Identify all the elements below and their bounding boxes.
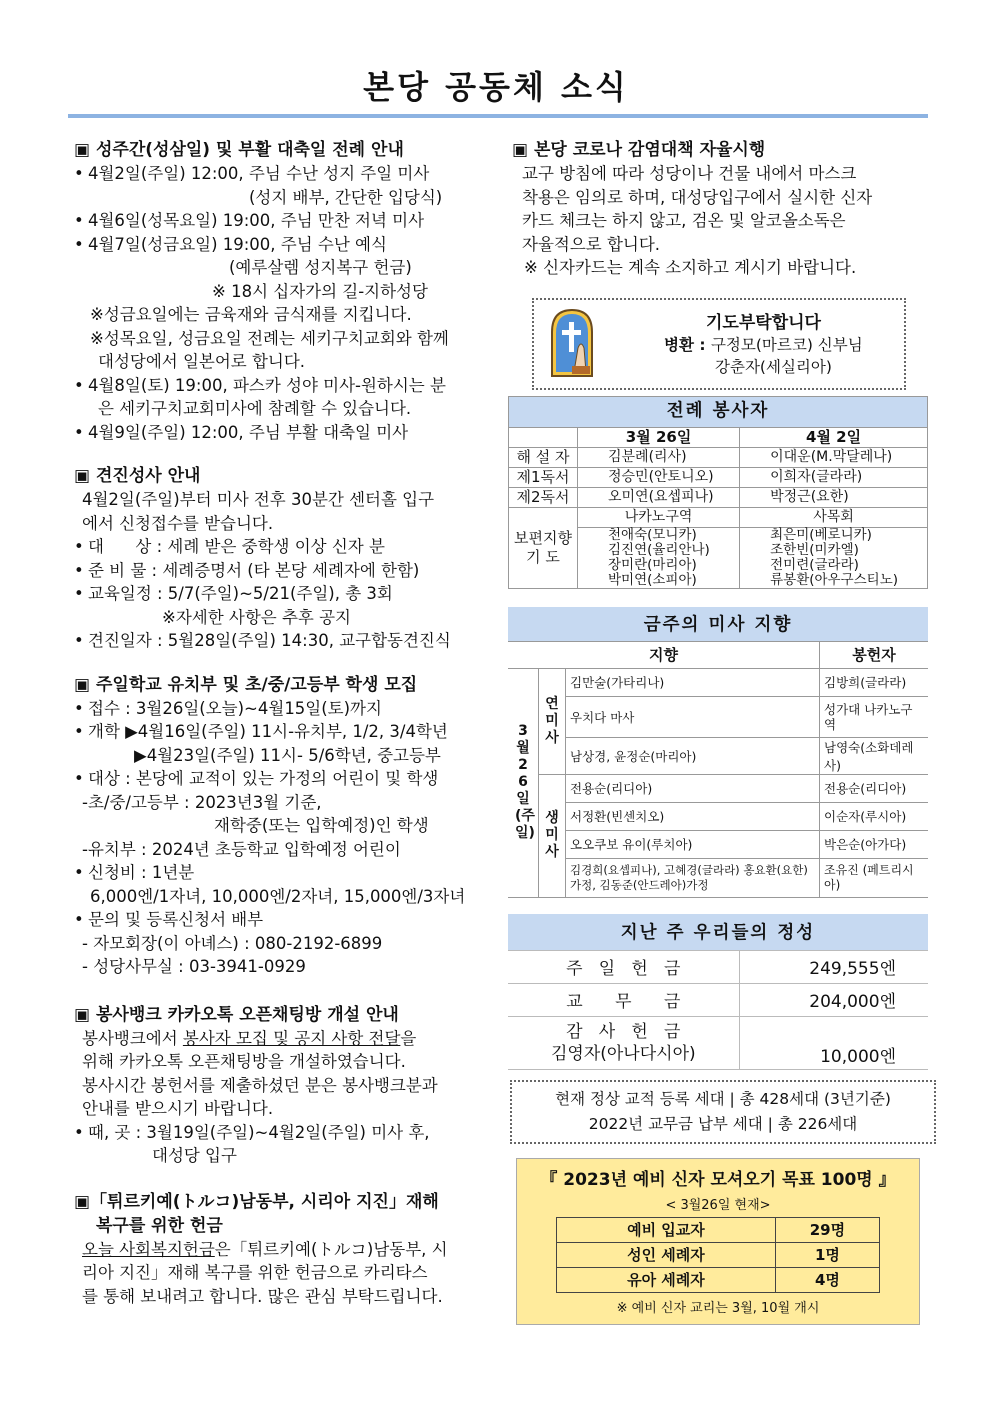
list-item: • 4월2일(주일) 12:00, 주님 수난 성지 주일 미사 <box>74 164 430 183</box>
list-item-cont: -초/중/고등부 : 2023년3월 기준, <box>82 792 322 812</box>
paragraph-line: 봉사뱅크에서 봉사자 모집 및 공지 사항 전달을 <box>82 1028 417 1048</box>
section-heading-cont: 복구를 위한 헌금 <box>96 1215 223 1236</box>
table-row: 남상경, 윤정순(마리아) 남영숙(소화데레사) <box>508 737 928 774</box>
table-row: 해 설 자 김분례(리사) 이대운(M.막달레나) <box>509 447 928 467</box>
table-row: 유아 세례자 4명 <box>557 1267 880 1292</box>
page-title: 본당 공동체 소식 <box>363 68 629 106</box>
confirmation-section <box>74 464 489 653</box>
table-row: 제1독서 정승민(안토니오) 이희자(글라라) <box>509 467 928 487</box>
covid-section <box>508 138 928 280</box>
list-item: • 4월7일(성금요일) 19:00, 주님 수난 예식 <box>74 234 387 254</box>
names-cell: 최은미(베로니카) 조한빈(미카엘) 전미련(글라라) 류봉환(아우구스티노) <box>740 527 928 588</box>
prayer-list: 병환 : 구정모(마르코) 신부님 강춘자(세실리아) <box>664 335 863 376</box>
table-title: 지난 주 우리들의 정성 <box>508 914 928 951</box>
section-heading: ▣ 견진성사 안내 <box>74 466 201 486</box>
holy-week-section <box>74 138 489 444</box>
catechumen-goal-box <box>516 1158 920 1325</box>
group-label: 연미사 <box>539 668 566 774</box>
paragraph-line: 봉사시간 봉헌서를 제출하셨던 분은 봉사뱅크분과 <box>82 1075 438 1095</box>
table-row: 오오쿠보 유이(루치아) 박은순(아가다) <box>508 830 928 858</box>
list-item-cont: -유치부 : 2024년 초등학교 입학예정 어린이 <box>82 839 401 859</box>
goal-note: ※ 예비 신자 교리는 3월, 10월 개시 <box>616 1300 820 1316</box>
list-item: • 접수 : 3월26일(오늘)~4월15일(토)까지 <box>74 698 382 718</box>
paragraph-line: 오늘 사회복지헌금은「튀르키예(トルコ)남동부, 시 <box>82 1239 448 1259</box>
list-item: • 4월6일(성목요일) 19:00, 주님 만찬 저녁 미사 <box>74 211 425 230</box>
offering-table <box>508 914 928 1070</box>
list-item: • 신청비 : 1년분 <box>74 863 195 882</box>
list-item: • 대상 : 본당에 교적이 있는 가정의 어린이 및 학생 <box>74 769 439 788</box>
contact-line: - 자모회장(이 아녜스) : 080-2192-6899 <box>82 933 383 953</box>
names-cell: 천애숙(모니카) 김진연(율리안나) 장미란(마리아) 박미연(소피아) <box>578 527 740 588</box>
section-heading: ▣ 주일학교 유치부 및 초/중/고등부 학생 모집 <box>74 674 418 695</box>
table-row: 제2독서 오미연(요셉피나) 박정근(요한) <box>509 487 928 507</box>
title-divider <box>68 114 928 118</box>
paragraph-line: 교구 방침에 따라 성당이나 건물 내에서 마스크 <box>522 164 857 183</box>
list-item-note: (예루살렘 성지복구 헌금) <box>229 258 412 277</box>
table-row: 우치다 마사 성가대 나카노구역 <box>508 696 928 737</box>
list-item: • 견진일자 : 5월28일(주일) 14:30, 교구합동견진식 <box>74 631 451 650</box>
column-header: 지향 <box>508 641 820 668</box>
section-heading: ▣ 본당 코로나 감염대책 자율시행 <box>512 140 766 160</box>
paragraph-line: 안내를 받으시기 바랍니다. <box>82 1099 274 1118</box>
list-item: • 문의 및 등록신청서 배부 <box>74 910 264 929</box>
volunteer-section <box>74 1003 489 1168</box>
list-item: • 4월9일(주일) 12:00, 주님 부활 대축일 미사 <box>74 422 409 442</box>
sunday-school-section <box>74 673 489 979</box>
notice-line: ※성금요일에는 금육재와 금식재를 지킵니다. <box>90 305 412 324</box>
notice-line: 대성당에서 일본어로 합니다. <box>98 352 306 371</box>
prayer-title: 기도부탁합니다 <box>706 312 821 333</box>
table-row: 생미사 전용순(리디아) 전용순(리디아) <box>508 774 928 802</box>
parish-stats-box: 현재 정상 교적 등록 세대 | 총 428세대 (3년기준) 2022년 교무금 납부 세대 | 총 226세대 <box>510 1080 936 1144</box>
list-item: • 교육일정 : 5/7(주일)~5/21(주일), 총 3회 <box>74 584 393 603</box>
section-heading: ▣「튀르키예(トルコ)남동부, 시리아 지진」재해 <box>74 1191 439 1212</box>
column-header: 3월 26일 <box>578 427 740 447</box>
prayer-request-box <box>532 298 906 390</box>
list-item-cont: 재학중(또는 입학예정)인 학생 <box>214 816 429 835</box>
section-heading: ▣ 봉사뱅크 카카오톡 오픈채팅방 개설 안내 <box>74 1004 399 1025</box>
list-item: • 때, 곳 : 3월19일(주일)~4월2일(주일) 미사 후, <box>74 1122 430 1142</box>
table-row: 감 사 헌 금 김영자(아나다시아) 10,000엔 <box>508 1016 928 1069</box>
paragraph-line: 를 통해 보내려고 합니다. 많은 관심 부탁드립니다. <box>82 1286 443 1306</box>
goal-table <box>556 1217 880 1293</box>
paragraph-line: 위해 카카오톡 오픈채팅방을 개설하였습니다. <box>82 1052 406 1071</box>
list-item: • 준 비 물 : 세례증명서 (타 본당 세례자에 한함) <box>74 560 420 580</box>
column-header: 4월 2일 <box>740 427 928 447</box>
table-row: 성인 세례자 1명 <box>557 1242 880 1267</box>
table-row: 김경희(요셉피나), 고혜경(글라라) 홍요환(요한)가정, 김동준(안드레아)가정 조유진 (페트리시아) <box>508 858 928 897</box>
list-item-cont: 6,000엔/1자녀, 10,000엔/2자녀, 15,000엔/3자녀 <box>90 886 466 906</box>
table-row: 예비 입교자 29명 <box>557 1217 880 1242</box>
paragraph-line: 에서 신청접수를 받습니다. <box>82 513 274 533</box>
table-title: 금주의 미사 지향 <box>508 607 928 642</box>
list-item-note: (성지 배부, 간단한 입당식) <box>249 187 443 207</box>
notice-line: ※ 신자카드는 계속 소지하고 계시기 바랍니다. <box>524 258 857 277</box>
left-column <box>74 138 489 1322</box>
table-row: 교 무 금 204,000엔 <box>508 983 928 1016</box>
table-row: 주 일 헌 금 249,555엔 <box>508 950 928 983</box>
praying-hands-window-icon <box>548 308 596 378</box>
list-item: • 대 상 : 세례 받은 중학생 이상 신자 분 <box>74 537 385 556</box>
section-heading: ▣ 성주간(성삼일) 및 부활 대축일 전례 안내 <box>74 140 404 160</box>
paragraph-line: 착용은 임의로 하며, 대성당입구에서 실시한 신자 <box>522 187 873 207</box>
table-title: 전례 봉사자 <box>509 396 928 427</box>
mass-date: 3월26일(주일) <box>508 668 539 897</box>
paragraph-line: 4월2일(주일)부터 미사 전후 30분간 센터홀 입구 <box>82 490 435 509</box>
column-header: 봉헌자 <box>820 641 929 668</box>
list-item-cont: 대성당 입구 <box>152 1146 237 1165</box>
notice-line: ※성목요일, 성금요일 전례는 세키구치교회와 함께 <box>90 328 449 348</box>
mass-intentions-table <box>508 607 928 898</box>
list-item: • 개학 ▶4월16일(주일) 11시-유치부, 1/2, 3/4학년 <box>74 722 448 741</box>
table-row: 보편지향 기 도 나카노구역 사목회 <box>509 507 928 527</box>
prayer-label: 보편지향 기 도 <box>509 507 578 588</box>
goal-title: 『 2023년 예비 신자 모셔오기 목표 100명 』 <box>540 1169 896 1190</box>
list-item-note: ※자세한 사항은 추후 공지 <box>162 607 351 627</box>
table-row: 3월26일(주일) 연미사 김만술(가타리나) 김방희(글라라) <box>508 668 928 696</box>
list-item: • 4월8일(토) 19:00, 파스카 성야 미사-원하시는 분 <box>74 375 446 395</box>
turkey-relief-section <box>74 1190 489 1309</box>
contact-line: - 성당사무실 : 03-3941-0929 <box>82 957 306 976</box>
right-column <box>508 138 928 1325</box>
paragraph-line: 리아 지진」재해 복구를 위한 헌금으로 카리타스 <box>82 1263 428 1282</box>
paragraph-line: 카드 체크는 하지 않고, 검온 및 알코올소독은 <box>522 211 846 230</box>
list-item-cont: 은 세키구치교회미사에 참례할 수 있습니다. <box>98 399 412 418</box>
paragraph-line: 자율적으로 합니다. <box>522 234 661 254</box>
list-item-note: ※ 18시 십자가의 길-지하성당 <box>212 281 428 301</box>
group-label: 생미사 <box>539 774 566 897</box>
goal-subtitle: < 3월26일 현재> <box>665 1197 771 1213</box>
table-row: 서정환(빈센치오) 이순자(루시아) <box>508 802 928 830</box>
liturgy-servers-table <box>508 396 928 589</box>
list-item-cont: ▶4월23일(주일) 11시- 5/6학년, 중고등부 <box>134 745 441 765</box>
